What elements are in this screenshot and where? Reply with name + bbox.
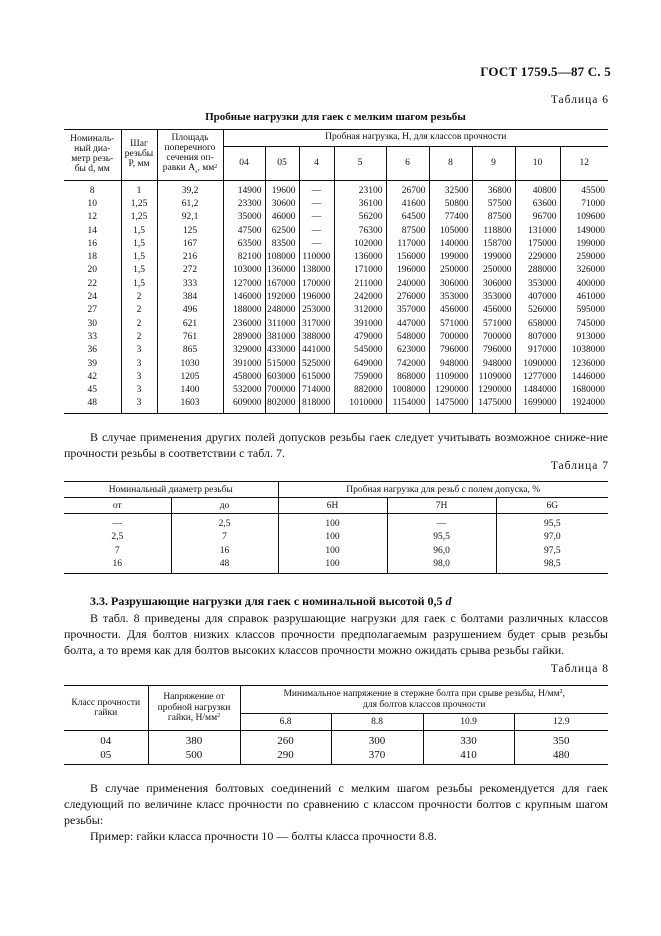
table-cell: 384 xyxy=(157,291,223,304)
table-cell: 1699000 xyxy=(515,398,560,414)
table-cell: 317000 xyxy=(299,318,334,331)
table-cell: 1924000 xyxy=(560,398,608,414)
table-row xyxy=(64,278,608,291)
paragraph-fine-thread: В случае применения болтовых соединений с мелким шагом резьбы рекомендуется для гаек следующий по величине класс прочности по сравнению с классом прочности болтов с крупным шагом резьбы: xyxy=(64,781,608,827)
table-cell: 802000 xyxy=(265,398,299,414)
class-header-row: 04 05 4 5 6 8 9 10 12 xyxy=(64,147,608,181)
table-cell: 609000 xyxy=(223,398,265,414)
table-row xyxy=(64,238,608,251)
table-cell: 1680000 xyxy=(560,384,608,397)
table-cell: 1446000 xyxy=(560,371,608,384)
table-cell: 118800 xyxy=(472,225,515,238)
table-cell: 290 xyxy=(240,748,331,765)
table-cell: 480 xyxy=(514,748,608,765)
table-cell: 127000 xyxy=(223,278,265,291)
table-cell: — xyxy=(299,238,334,251)
table-cell: 333 xyxy=(157,278,223,291)
table-cell: 329000 xyxy=(223,345,265,358)
table-row xyxy=(64,251,608,264)
table-cell: 330 xyxy=(423,731,514,749)
table-cell: 461000 xyxy=(560,291,608,304)
table-cell: 171000 xyxy=(334,265,386,278)
table-cell: 36100 xyxy=(334,198,386,211)
table-cell: 745000 xyxy=(560,318,608,331)
section-3-3-text: В табл. 8 приведены для справок разрушающие нагрузки для гаек с болтами различных классов прочности. Для болтов низких классов прочности предполагаемым разрушением будет срыв резьбы болта, а то время как для болтов высоких классов прочности можно ожидать срыва резьбы гайки. xyxy=(64,611,608,657)
table-cell: 97,0 xyxy=(496,531,608,545)
table-cell: 714000 xyxy=(299,384,334,397)
table-cell: 41600 xyxy=(386,198,429,211)
table-cell: 105000 xyxy=(429,225,472,238)
table-cell: 456000 xyxy=(429,305,472,318)
table-cell: 3 xyxy=(121,398,157,414)
table-row xyxy=(64,358,608,371)
table-cell: 50800 xyxy=(429,198,472,211)
table-row xyxy=(64,198,608,211)
table-cell: 1038000 xyxy=(560,345,608,358)
table-cell: — xyxy=(299,198,334,211)
table-cell: 433000 xyxy=(265,345,299,358)
table-cell: 110000 xyxy=(299,251,334,264)
table-cell: 658000 xyxy=(515,318,560,331)
table-cell: 95,5 xyxy=(496,514,608,531)
table-cell: 882000 xyxy=(334,384,386,397)
table-cell: 108000 xyxy=(265,251,299,264)
table-row xyxy=(64,371,608,384)
table-cell: 917000 xyxy=(515,345,560,358)
table7-subheader-row: от до 6H 7H 6G xyxy=(64,498,608,514)
table-cell: 306000 xyxy=(472,278,515,291)
table-cell: 56200 xyxy=(334,212,386,225)
bolt-class-row: 6.8 8.8 10.9 12.9 xyxy=(64,714,608,731)
table-cell: 42 xyxy=(64,371,121,384)
table-cell: 621 xyxy=(157,318,223,331)
table-cell: 1109000 xyxy=(472,371,515,384)
table-cell: 16 xyxy=(171,544,278,558)
table-cell: — xyxy=(387,514,496,531)
table-cell: 649000 xyxy=(334,358,386,371)
table-cell: 2 xyxy=(121,291,157,304)
table8 xyxy=(64,685,608,765)
table-cell: 1400 xyxy=(157,384,223,397)
table-cell: 22 xyxy=(64,278,121,291)
table6-caption: Пробные нагрузки для гаек с мелким шагом резьбы xyxy=(205,111,466,123)
table-cell: 595000 xyxy=(560,305,608,318)
table-cell: 1236000 xyxy=(560,358,608,371)
table-cell: 77400 xyxy=(429,212,472,225)
table6 xyxy=(64,129,608,414)
table-cell: 109600 xyxy=(560,212,608,225)
table-cell: 1,25 xyxy=(121,198,157,211)
table-cell: 1290000 xyxy=(429,384,472,397)
table-cell: 95,5 xyxy=(387,531,496,545)
table-cell: 407000 xyxy=(515,291,560,304)
table-cell: 1090000 xyxy=(515,358,560,371)
table-cell: 2,5 xyxy=(171,514,278,531)
table-row xyxy=(64,265,608,278)
table-cell: 136000 xyxy=(334,251,386,264)
table-cell: 47500 xyxy=(223,225,265,238)
table-cell: 100 xyxy=(278,544,387,558)
table-cell: 96700 xyxy=(515,212,560,225)
table-cell: 20 xyxy=(64,265,121,278)
table-row xyxy=(64,731,608,749)
diameter-header: Номинальный диаметр резьбы xyxy=(64,482,278,498)
table-cell: 48 xyxy=(171,558,278,574)
table-cell: 05 xyxy=(64,748,148,765)
table-cell: 199000 xyxy=(472,251,515,264)
table-row xyxy=(64,544,608,558)
table-cell: 156000 xyxy=(386,251,429,264)
table-cell: 40800 xyxy=(515,181,560,199)
table-cell: — xyxy=(299,181,334,199)
table-row xyxy=(64,305,608,318)
table-cell: 18 xyxy=(64,251,121,264)
table-cell: 167000 xyxy=(265,278,299,291)
table-cell: 61,2 xyxy=(157,198,223,211)
table-cell: 1277000 xyxy=(515,371,560,384)
table-cell: 1484000 xyxy=(515,384,560,397)
paragraph-tolerance: В случае применения других полей допусков резьбы гаек следует учитывать возможное сниже-ние прочности резьбы в соответствии с табл. 7. xyxy=(64,430,608,460)
table-cell: 353000 xyxy=(515,278,560,291)
table-cell: 1,25 xyxy=(121,212,157,225)
table-cell: 1,5 xyxy=(121,278,157,291)
table-cell: 3 xyxy=(121,358,157,371)
col-area-header: Площадь поперечного сечения оп- равки $A_s$, $мм^2$ xyxy=(157,130,223,181)
table-cell: 350 xyxy=(514,731,608,749)
section-3-3-title: 3.3. Разрушающие нагрузки для гаек с номинальной высотой 0,5 d xyxy=(90,594,452,608)
table-cell: 138000 xyxy=(299,265,334,278)
table8-label: Таблица 8 xyxy=(550,663,609,675)
table-cell: 199000 xyxy=(429,251,472,264)
table-cell: 865 xyxy=(157,345,223,358)
table-cell: 63600 xyxy=(515,198,560,211)
table-cell: 39 xyxy=(64,358,121,371)
table-cell: 311000 xyxy=(265,318,299,331)
table-cell: 35000 xyxy=(223,212,265,225)
table-cell: 100 xyxy=(278,514,387,531)
table-cell: 700000 xyxy=(265,384,299,397)
table-cell: 8 xyxy=(64,181,121,199)
table-cell: 615000 xyxy=(299,371,334,384)
table-cell: 19600 xyxy=(265,181,299,199)
table-cell: 97,5 xyxy=(496,544,608,558)
table-cell: 04 xyxy=(64,731,148,749)
table-cell: 496 xyxy=(157,305,223,318)
table-cell: 33 xyxy=(64,331,121,344)
table-cell: 158700 xyxy=(472,238,515,251)
table-cell: 447000 xyxy=(386,318,429,331)
table-cell: 26700 xyxy=(386,181,429,199)
table-cell: 1 xyxy=(121,181,157,199)
table-cell: 548000 xyxy=(386,331,429,344)
table-cell: 3 xyxy=(121,345,157,358)
table-cell: 7 xyxy=(171,531,278,545)
table-cell: 545000 xyxy=(334,345,386,358)
table-cell: 868000 xyxy=(386,371,429,384)
table-cell: 64500 xyxy=(386,212,429,225)
table-cell: 167 xyxy=(157,238,223,251)
table-cell: 63500 xyxy=(223,238,265,251)
page-header: ГОСТ 1759.5—87 С. 5 xyxy=(480,64,611,79)
table-cell: 146000 xyxy=(223,291,265,304)
table-cell: 1,5 xyxy=(121,251,157,264)
table-cell: 192000 xyxy=(265,291,299,304)
table-cell: 30 xyxy=(64,318,121,331)
table-cell: 12 xyxy=(64,212,121,225)
table-cell: 353000 xyxy=(429,291,472,304)
table-cell: 500 xyxy=(148,748,240,765)
table-cell: 571000 xyxy=(429,318,472,331)
col-diameter-header: Номиналь- ный диа- метр резь- бы d, мм xyxy=(64,130,121,181)
table-cell: 1475000 xyxy=(472,398,515,414)
table-cell: 456000 xyxy=(472,305,515,318)
table-cell: 759000 xyxy=(334,371,386,384)
table-cell: 306000 xyxy=(429,278,472,291)
table-cell: 240000 xyxy=(386,278,429,291)
table-cell: 289000 xyxy=(223,331,265,344)
table-cell: 700000 xyxy=(472,331,515,344)
table-cell: 761 xyxy=(157,331,223,344)
table-cell: 742000 xyxy=(386,358,429,371)
table-cell: 23100 xyxy=(334,181,386,199)
table-cell: 39,2 xyxy=(157,181,223,199)
table-cell: 136000 xyxy=(265,265,299,278)
proof-stress-header: Напряжение от пробной нагрузки гайки, $Н/мм^2$ xyxy=(148,686,240,731)
table-cell: 260 xyxy=(240,731,331,749)
table-cell: 103000 xyxy=(223,265,265,278)
table-cell: 1475000 xyxy=(429,398,472,414)
min-stress-header: Минимальное напряжение в стержне болта при срыве резьбы, $Н/мм^2$, для болтов классов прочности xyxy=(240,686,608,714)
table-cell: 2 xyxy=(121,305,157,318)
table-cell: 479000 xyxy=(334,331,386,344)
table-cell: 326000 xyxy=(560,265,608,278)
table-cell: 2 xyxy=(121,331,157,344)
table-cell: 3 xyxy=(121,384,157,397)
example-text: Пример: гайки класса прочности 10 — болты класса прочности 8.8. xyxy=(90,829,437,843)
table-cell: 102000 xyxy=(334,238,386,251)
table-cell: 170000 xyxy=(299,278,334,291)
table-cell: 196000 xyxy=(299,291,334,304)
col-pitch-header: Шаг резьбы P, мм xyxy=(121,130,157,181)
table-cell: 62500 xyxy=(265,225,299,238)
table-row xyxy=(64,531,608,545)
table-cell: 10 xyxy=(64,198,121,211)
table-row xyxy=(64,291,608,304)
table-cell: 807000 xyxy=(515,331,560,344)
table-cell: 242000 xyxy=(334,291,386,304)
table-cell: 458000 xyxy=(223,371,265,384)
table-row xyxy=(64,558,608,574)
table-cell: 312000 xyxy=(334,305,386,318)
table-row xyxy=(64,225,608,238)
table-cell: 236000 xyxy=(223,318,265,331)
table6-label: Таблица 6 xyxy=(550,94,609,106)
table-cell: 149000 xyxy=(560,225,608,238)
table-cell: 140000 xyxy=(429,238,472,251)
table-cell: 23300 xyxy=(223,198,265,211)
table-cell: 796000 xyxy=(472,345,515,358)
table-cell: 14 xyxy=(64,225,121,238)
table-cell: 276000 xyxy=(386,291,429,304)
table-cell: 441000 xyxy=(299,345,334,358)
tolerance-load-header: Пробная нагрузка для резьб с полем допуска, % xyxy=(278,482,608,498)
table-cell: 623000 xyxy=(386,345,429,358)
table-cell: 16 xyxy=(64,558,171,574)
table-row xyxy=(64,318,608,331)
table-cell: 525000 xyxy=(299,358,334,371)
table-cell: 98,5 xyxy=(496,558,608,574)
table-cell: 3 xyxy=(121,371,157,384)
table-cell: 515000 xyxy=(265,358,299,371)
table-cell: 1109000 xyxy=(429,371,472,384)
table-cell: 100 xyxy=(278,558,387,574)
table-cell: 7 xyxy=(64,544,171,558)
table-cell: 83500 xyxy=(265,238,299,251)
table-cell: 1,5 xyxy=(121,225,157,238)
table-cell: 272 xyxy=(157,265,223,278)
table-cell: 250000 xyxy=(472,265,515,278)
table-row xyxy=(64,181,608,199)
table-cell: 229000 xyxy=(515,251,560,264)
table-cell: 82100 xyxy=(223,251,265,264)
table-cell: 125 xyxy=(157,225,223,238)
table-row xyxy=(64,514,608,531)
table-cell: 30600 xyxy=(265,198,299,211)
table-cell: 211000 xyxy=(334,278,386,291)
table-cell: 300 xyxy=(331,731,423,749)
table-cell: 948000 xyxy=(429,358,472,371)
nut-class-header: Класс прочности гайки xyxy=(64,686,148,731)
table-cell: 380 xyxy=(148,731,240,749)
table-cell: 14900 xyxy=(223,181,265,199)
table-cell: 100 xyxy=(278,531,387,545)
table-cell: 818000 xyxy=(299,398,334,414)
table-cell: 248000 xyxy=(265,305,299,318)
table-cell: 796000 xyxy=(429,345,472,358)
table-row xyxy=(64,212,608,225)
table-cell: 36 xyxy=(64,345,121,358)
table7 xyxy=(64,481,608,574)
table-cell: 571000 xyxy=(472,318,515,331)
table-cell: 532000 xyxy=(223,384,265,397)
table-cell: 46000 xyxy=(265,212,299,225)
table-cell: 1603 xyxy=(157,398,223,414)
table-cell: 526000 xyxy=(515,305,560,318)
table-cell: 913000 xyxy=(560,331,608,344)
table-cell: 24 xyxy=(64,291,121,304)
table-cell: 1154000 xyxy=(386,398,429,414)
table-cell: 357000 xyxy=(386,305,429,318)
table-row xyxy=(64,384,608,397)
table-cell: 216 xyxy=(157,251,223,264)
table-cell: 1008000 xyxy=(386,384,429,397)
table-cell: 700000 xyxy=(429,331,472,344)
table-cell: 370 xyxy=(331,748,423,765)
table-cell: 71000 xyxy=(560,198,608,211)
table-row xyxy=(64,748,608,765)
table-cell: 45 xyxy=(64,384,121,397)
table-cell: 87500 xyxy=(386,225,429,238)
table-cell: 117000 xyxy=(386,238,429,251)
table-cell: 2 xyxy=(121,318,157,331)
table-cell: 188000 xyxy=(223,305,265,318)
table-cell: 87500 xyxy=(472,212,515,225)
table-cell: — xyxy=(299,225,334,238)
table-cell: 1010000 xyxy=(334,398,386,414)
table-cell: 1030 xyxy=(157,358,223,371)
table-cell: 288000 xyxy=(515,265,560,278)
table-cell: 1,5 xyxy=(121,238,157,251)
table-cell: 259000 xyxy=(560,251,608,264)
table-cell: 57500 xyxy=(472,198,515,211)
table-cell: 1290000 xyxy=(472,384,515,397)
table-cell: 603000 xyxy=(265,371,299,384)
table-cell: 96,0 xyxy=(387,544,496,558)
table-cell: 32500 xyxy=(429,181,472,199)
table-cell: 76300 xyxy=(334,225,386,238)
table-row xyxy=(64,398,608,414)
table-cell: 16 xyxy=(64,238,121,251)
table-cell: 400000 xyxy=(560,278,608,291)
table-cell: — xyxy=(64,514,171,531)
table-cell: 98,0 xyxy=(387,558,496,574)
proof-load-header: Пробная нагрузка, Н, для классов прочности xyxy=(223,130,608,147)
table-cell: 27 xyxy=(64,305,121,318)
table7-label: Таблица 7 xyxy=(550,460,609,472)
table-cell: 48 xyxy=(64,398,121,414)
table-cell: 391000 xyxy=(223,358,265,371)
table-cell: 1205 xyxy=(157,371,223,384)
table-cell: — xyxy=(299,212,334,225)
table-cell: 196000 xyxy=(386,265,429,278)
table-cell: 1,5 xyxy=(121,265,157,278)
table-cell: 2,5 xyxy=(64,531,171,545)
table-cell: 253000 xyxy=(299,305,334,318)
table-cell: 45500 xyxy=(560,181,608,199)
table-cell: 175000 xyxy=(515,238,560,251)
table-cell: 36800 xyxy=(472,181,515,199)
table-cell: 381000 xyxy=(265,331,299,344)
table-cell: 391000 xyxy=(334,318,386,331)
table-cell: 948000 xyxy=(472,358,515,371)
table-row xyxy=(64,331,608,344)
table-cell: 388000 xyxy=(299,331,334,344)
table-cell: 250000 xyxy=(429,265,472,278)
table-row xyxy=(64,345,608,358)
table-cell: 92,1 xyxy=(157,212,223,225)
table-cell: 410 xyxy=(423,748,514,765)
table-cell: 199000 xyxy=(560,238,608,251)
table-cell: 353000 xyxy=(472,291,515,304)
table-cell: 131000 xyxy=(515,225,560,238)
